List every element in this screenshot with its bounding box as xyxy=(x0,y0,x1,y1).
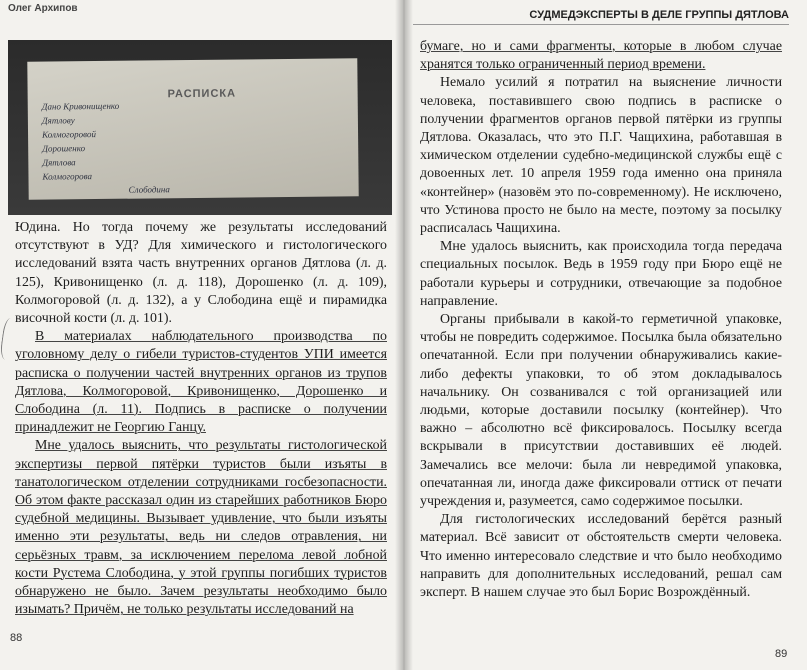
right-page-number: 89 xyxy=(775,648,788,660)
paragraph: Органы прибывали в какой-то герметичной упаковке, чтобы не повредить содержимое. Посылка была обязательно опечатанной. Если при получении обнаруживались какие-либо дефекты упаковки, то об этом докладывалось начальнику. Он созванивался с той организацией или людьми, которые доставили посылку (контейнер). Что важно – абсолютно всё фиксировалось. Посылку всегда вскрывали в присутствии доставивших её людей. Замечались все мелочи: была ли невредимой упаковка, опечатанная ли, иногда даже фиксировали оттиск от печати учреждения и, разумеется, само содержимое посылки. xyxy=(420,312,782,510)
receipt-handwriting-line: Дорошенко xyxy=(42,143,86,154)
receipt-handwriting-line: Дано Кривонищенко xyxy=(41,100,120,112)
receipt-handwriting-line: Дятлова xyxy=(42,157,76,168)
paragraph: Юдина. Но тогда почему же результаты исследований отсутствуют в УД? Для химического и гистологического исследований взята часть внутренних органов Дятлова (л. д. 125), Кривонищенко (л. д. 118), Дорошенко (л. д. 109), Колмогоровой (л. д. 132), а у Слободина ещё и пирамидка височной кости (л. д. 101). xyxy=(15,220,387,327)
left-body-text xyxy=(15,219,387,619)
receipt-handwriting-line: Слободина xyxy=(128,184,170,195)
receipt-document xyxy=(27,58,358,199)
left-running-head: Олег Архипов xyxy=(8,3,78,14)
paragraph: Для гистологических исследований берётся разный материал. Всё зависит от обстоятельств смерти человека. Что именно интересовало следствие и что было необходимо направить для дополнительных исследований, решал сам эксперт. В нашем случае это был Борис Возрождённый. xyxy=(420,512,782,601)
paragraph: Немало усилий я потратил на выяснение личности человека, поставившего свою подпись в расписке о получении фрагментов органов первой пятёрки из группы Дятлова. Оказалась, что это П.Г. Чащихина, работавшая в химическом отделении судебно-медицинской службы ещё с довоенных лет. 10 апреля 1959 года именно она приняла «контейнер» (назовём это по-современному). Не исключено, что Устинова просто не было на месте, поэтому за посылку расписалась Чащихина. xyxy=(420,75,782,237)
receipt-handwriting-line: Дятлову xyxy=(41,115,75,126)
paragraph: Мне удалось выяснить, что результаты гистологической экспертизы первой пятёрки туристов были изъяты в танатологическом отделении сотрудниками госбезопасности. Об этом факте рассказал один из старейших работников Бюро судебной медицины. Вызывает удивление, что были изъяты именно эти результаты, ведь ни следов отравления, ни серьёзных травм, за исключением перелома левой лобной кости Рустема Слободина, у этой группы погибших туристов обнаружено не было. Зачем результаты необходимо было изымать? Причём, не только результаты исследований на xyxy=(15,438,387,618)
receipt-handwriting-line: Колмогоровой xyxy=(41,129,96,140)
book-gutter xyxy=(395,0,413,670)
left-page xyxy=(0,0,403,670)
receipt-title: РАСПИСКА xyxy=(167,87,237,101)
paragraph: бумаге, но и сами фрагменты, которые в любом случае хранятся только ограниченный период времени. xyxy=(420,39,782,73)
left-page-number: 88 xyxy=(10,632,23,644)
paragraph: Мне удалось выяснить, как происходила тогда передача специальных посылок. Ведь в 1959 году при Бюро ещё не работали курьеры и сотрудники, отвечающие за подобное направление. xyxy=(420,239,782,309)
right-running-head: СУДМЕДЭКСПЕРТЫ В ДЕЛЕ ГРУППЫ ДЯТЛОВА xyxy=(413,9,789,25)
paragraph: В материалах наблюдательного производства по уголовному делу о гибели туристов-студентов УПИ имеется расписка о получении частей внутренних органов из трупов Дятлова, Колмогоровой, Кривонищенко, Дорошенко и Слободина (л. 11). Подпись в расписке о получении принадлежит не Георгию Ганцу. xyxy=(15,329,387,436)
receipt-handwriting-line: Колмогорова xyxy=(42,171,92,182)
receipt-photo xyxy=(8,40,392,215)
right-body-text xyxy=(420,38,782,602)
